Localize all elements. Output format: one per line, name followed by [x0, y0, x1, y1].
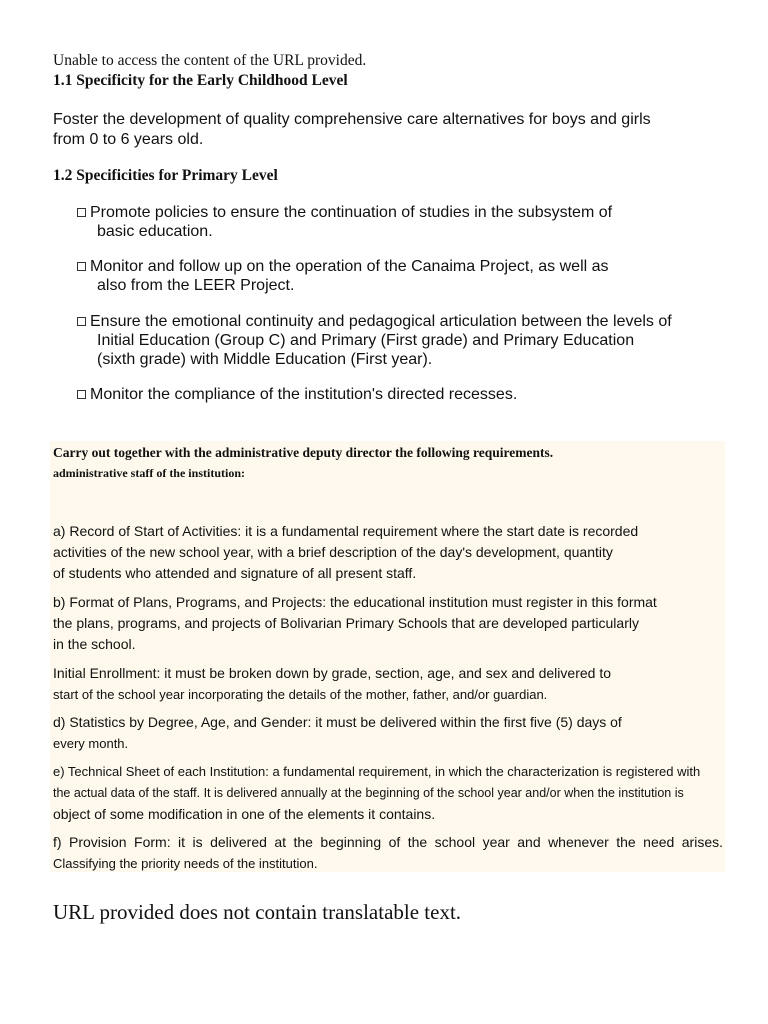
requirement-line: Classifying the priority needs of the institution.: [53, 856, 318, 871]
url-note: Unable to access the content of the URL provided.: [53, 52, 367, 69]
requirement-line: of students who attended and signature of all present staff.: [53, 565, 417, 581]
requirement-line: every month.: [53, 736, 129, 751]
checkbox-glyph-icon: [77, 208, 86, 217]
bullet-line: Initial Education (Group C) and Primary (First grade) and Primary Education: [97, 332, 635, 349]
bullet-item: [77, 312, 717, 369]
requirement-item: [53, 761, 723, 825]
requirement-line: d) Statistics by Degree, Age, and Gender: it must be delivered within the first five (5) days of: [53, 714, 622, 730]
checkbox-glyph-icon: [77, 390, 86, 399]
requirement-line: activities of the new school year, with a brief description of the day's development, quantity: [53, 544, 613, 560]
requirement-item: [53, 832, 723, 874]
bullet-item: [77, 203, 717, 241]
paragraph-line: from 0 to 6 years old.: [53, 130, 204, 148]
requirement-line: Initial Enrollment: it must be broken down by grade, section, age, and sex and delivered to: [53, 665, 611, 681]
requirements-subheading: administrative staff of the institution:: [53, 466, 245, 480]
requirement-line: a) Record of Start of Activities: it is a fundamental requirement where the start date is recorded: [53, 523, 639, 539]
bullet-line: also from the LEER Project.: [97, 277, 295, 294]
requirement-line: b) Format of Plans, Programs, and Projects: the educational institution must register in this format: [53, 594, 657, 610]
bullet-line: (sixth grade) with Middle Education (First year).: [97, 351, 433, 368]
requirement-item: [53, 663, 723, 705]
requirements-heading: Carry out together with the administrative deputy director the following requirements.: [53, 445, 554, 460]
bullet-line: Promote policies to ensure the continuation of studies in the subsystem of: [90, 204, 613, 221]
requirement-item: [53, 712, 723, 754]
requirement-item: [53, 521, 723, 584]
requirement-line: f) Provision Form: it is delivered at the beginning of the school year and whenever the need arises.: [53, 834, 723, 850]
requirements-box: [50, 441, 725, 872]
bullet-line: Monitor and follow up on the operation of the Canaima Project, as well as: [90, 258, 609, 275]
requirement-line: start of the school year incorporating the details of the mother, father, and/or guardian.: [53, 687, 548, 702]
requirement-line: object of some modification in one of the elements it contains.: [53, 806, 436, 822]
checkbox-glyph-icon: [77, 317, 86, 326]
requirement-line: the plans, programs, and projects of Bolivarian Primary Schools that are developed particularly: [53, 615, 639, 631]
section-heading-early-childhood: 1.1 Specificity for the Early Childhood Level: [53, 72, 348, 89]
requirement-item: [53, 592, 723, 655]
final-url-note: URL provided does not contain translatable text.: [53, 900, 462, 924]
requirement-line: the actual data of the staff. It is delivered annually at the beginning of the school year and/or when the institution is: [53, 786, 684, 800]
bullet-line: Monitor the compliance of the institution's directed recesses.: [90, 386, 518, 403]
paragraph-line: Foster the development of quality comprehensive care alternatives for boys and girls: [53, 111, 651, 128]
bullet-line: Ensure the emotional continuity and pedagogical articulation between the levels of: [90, 313, 672, 330]
early-childhood-paragraph: [53, 110, 713, 149]
bullet-line: basic education.: [97, 223, 213, 240]
bullet-item: [77, 257, 717, 295]
requirement-line: e) Technical Sheet of each Institution: a fundamental requirement, in which the characterization is registered with: [53, 764, 701, 779]
checkbox-glyph-icon: [77, 262, 86, 271]
section-heading-primary: 1.2 Specificities for Primary Level: [53, 167, 278, 184]
bullet-item: [77, 385, 717, 404]
requirement-line: in the school.: [53, 636, 136, 652]
